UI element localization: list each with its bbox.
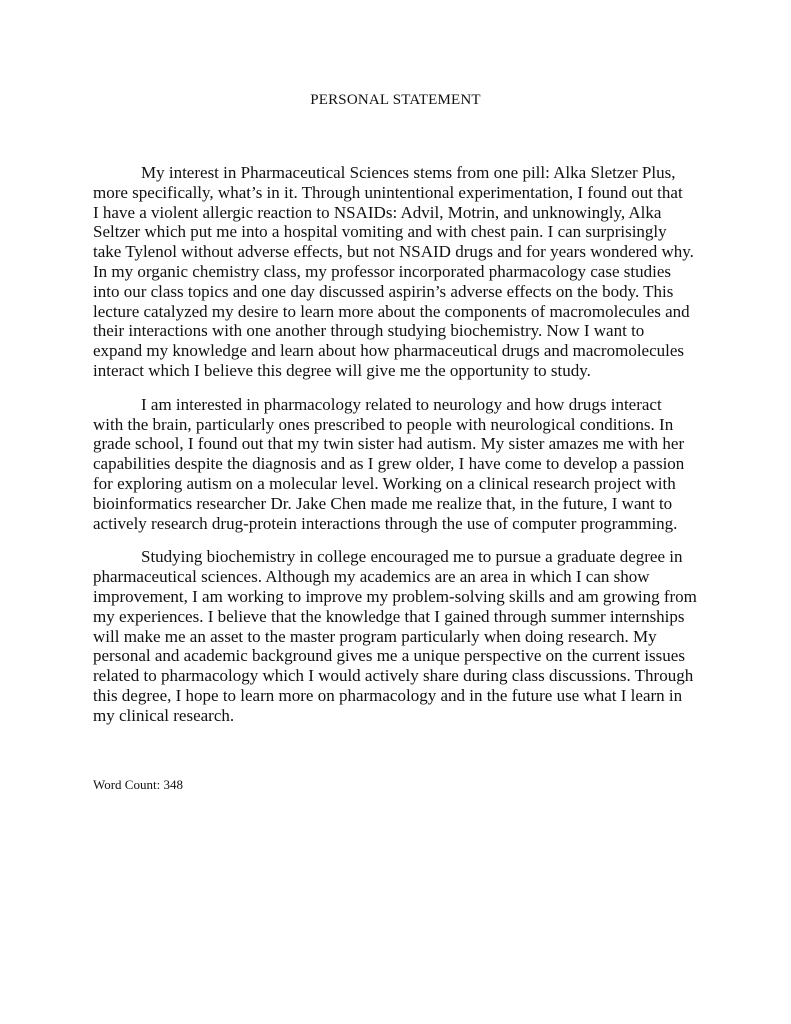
text-line: lecture catalyzed my desire to learn more about the components of macromolecules and (93, 301, 690, 321)
text-line: their interactions with one another through studying biochemistry. Now I want to (93, 321, 645, 341)
paragraph-3 (93, 547, 733, 725)
text-line: personal and academic background gives me a unique perspective on the current issues (93, 646, 685, 666)
text-line: Studying biochemistry in college encouraged me to pursue a graduate degree in (141, 547, 683, 567)
text-line: In my organic chemistry class, my professor incorporated pharmacology case studies (93, 261, 671, 281)
text-line: grade school, I found out that my twin sister had autism. My sister amazes me with her (93, 434, 685, 454)
text-line: my clinical research. (93, 705, 235, 725)
paragraph-1 (93, 163, 733, 381)
text-line: actively research drug-protein interactions through the use of computer programming. (93, 513, 678, 533)
text-line: expand my knowledge and learn about how pharmaceutical drugs and macromolecules (93, 341, 685, 361)
text-line: pharmaceutical sciences. Although my academics are an area in which I can show (93, 567, 650, 587)
text-line: improvement, I am working to improve my problem-solving skills and am growing from (93, 586, 697, 606)
text-line: bioinformatics researcher Dr. Jake Chen made me realize that, in the future, I want to (93, 493, 673, 513)
text-line: more specifically, what’s in it. Through unintentional experimentation, I found out that (93, 182, 683, 202)
text-line: with the brain, particularly ones prescribed to people with neurological conditions. In (93, 414, 674, 434)
text-line: for exploring autism on a molecular level. Working on a clinical research project with (93, 473, 676, 493)
text-line: into our class topics and one day discussed aspirin’s adverse effects on the body. This (93, 281, 674, 301)
text-line: Seltzer which put me into a hospital vomiting and with chest pain. I can surprisingly (93, 222, 667, 242)
text-line: I am interested in pharmacology related to neurology and how drugs interact (141, 394, 662, 414)
text-line: my experiences. I believe that the knowledge that I gained through summer internships (93, 606, 685, 626)
text-line: interact which I believe this degree will give me the opportunity to study. (93, 360, 591, 380)
word-count: Word Count: 348 (93, 777, 183, 792)
text-line: I have a violent allergic reaction to NSAIDs: Advil, Motrin, and unknowingly, Alka (93, 202, 662, 222)
statement-body (93, 163, 733, 740)
text-line: take Tylenol without adverse effects, but not NSAID drugs and for years wondered why. (93, 242, 694, 262)
text-line: My interest in Pharmaceutical Sciences stems from one pill: Alka Sletzer Plus, (141, 163, 676, 182)
paragraph-2 (93, 395, 733, 534)
document-title: PERSONAL STATEMENT (310, 92, 481, 108)
text-line: related to pharmacology which I would actively share during class discussions. Through (93, 666, 694, 686)
text-line: this degree, I hope to learn more on pharmacology and in the future use what I learn in (93, 685, 683, 705)
text-line: capabilities despite the diagnosis and as I grew older, I have come to develop a passion (93, 454, 685, 474)
text-line: will make me an asset to the master program particularly when doing research. My (93, 626, 657, 646)
